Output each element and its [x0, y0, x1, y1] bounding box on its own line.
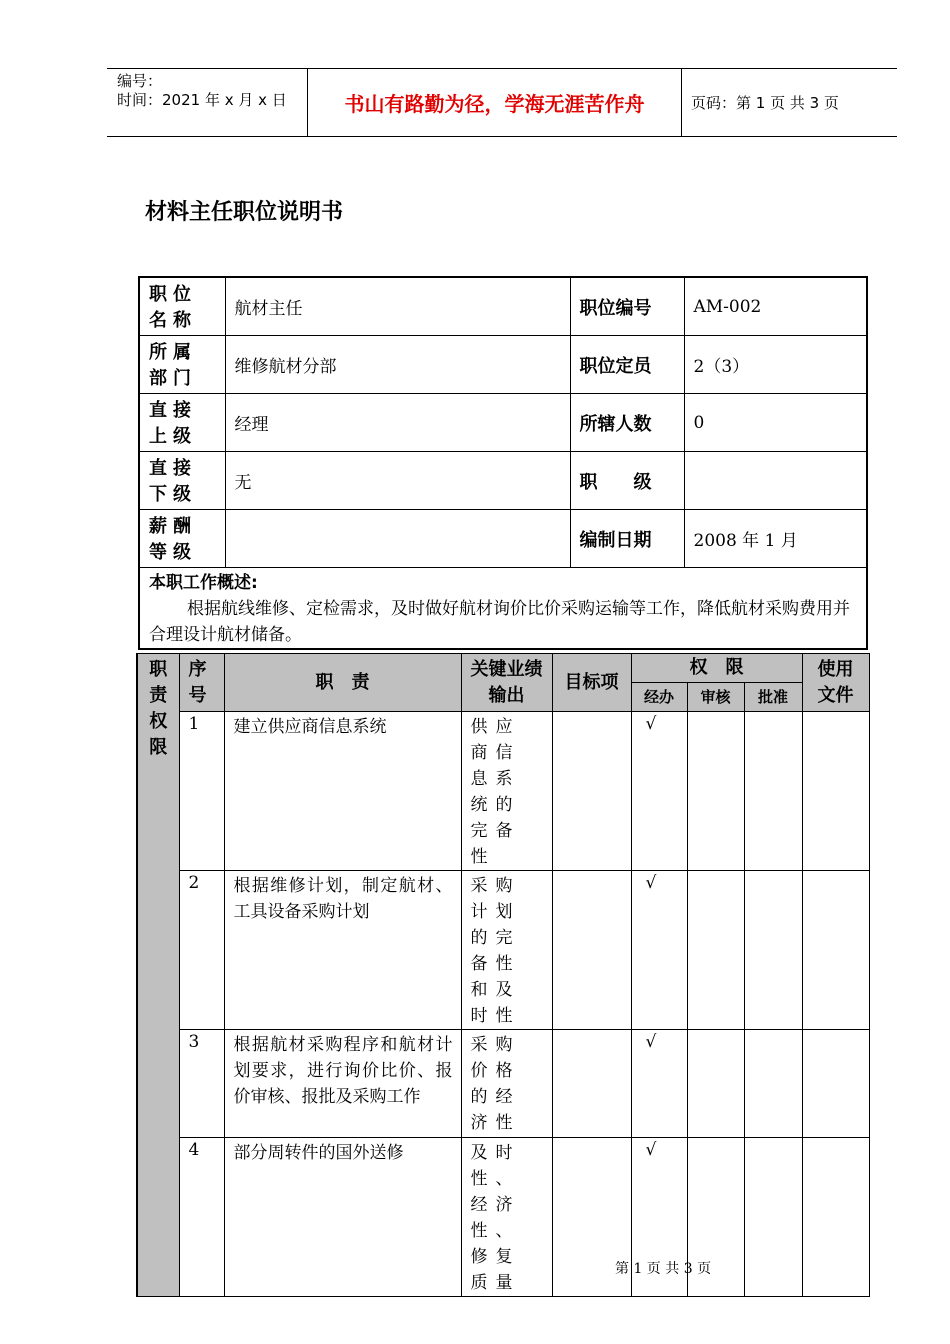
row-approve: [744, 871, 802, 1030]
col-header-review: 审核: [687, 683, 744, 712]
row-handle-check: √: [631, 871, 687, 1030]
row-kpi: 采购价格的经济性: [461, 1030, 552, 1138]
row-handle-check: √: [631, 1030, 687, 1138]
info-label: 薪酬等级: [139, 510, 225, 568]
row-docs: [802, 712, 869, 871]
row-review: [687, 712, 744, 871]
row-target: [552, 871, 631, 1030]
col-header-duty: 职 责: [224, 654, 461, 712]
row-duty: 建立供应商信息系统: [224, 712, 461, 871]
page-info: 页码：第 1 页 共 3 页: [691, 94, 839, 112]
table-row: [139, 336, 867, 394]
row-seq: 1: [179, 712, 224, 871]
info-value: 无: [225, 452, 570, 510]
row-docs: [802, 1138, 869, 1297]
summary-title: 本职工作概述:: [149, 573, 258, 593]
row-docs: [802, 1030, 869, 1138]
info-label: 编制日期: [570, 510, 684, 568]
info-label: 直接上级: [139, 394, 225, 452]
col-header-kpi-text: 关键业绩输出: [470, 658, 543, 706]
info-value: 航材主任: [225, 277, 570, 336]
col-header-target: 目标项: [552, 654, 631, 712]
info-value: AM-002: [684, 277, 867, 336]
row-review: [687, 1030, 744, 1138]
motto: 书山有路勤为径，学海无涯苦作舟: [308, 69, 682, 136]
col-header-handle: 经办: [631, 683, 687, 712]
info-label: 职 级: [570, 452, 684, 510]
row-duty: 根据航材采购程序和航材计划要求，进行询价比价、报价审核、报批及采购工作: [224, 1030, 461, 1138]
info-value: [225, 510, 570, 568]
info-value: 2008 年 1 月: [684, 510, 867, 568]
table-header-row: [137, 654, 869, 683]
col-header-kpi: [461, 654, 552, 712]
row-handle-check: √: [631, 1138, 687, 1297]
page-title: 材料主任职位说明书: [145, 200, 344, 225]
row-approve: [744, 712, 802, 871]
col-header-authority: 权 限: [631, 654, 802, 683]
table-row: [137, 712, 869, 871]
row-review: [687, 871, 744, 1030]
info-value: 0: [684, 394, 867, 452]
summary-text: 根据航线维修、定检需求，及时做好航材询价比价采购运输等工作，降低航材采购费用并合理设计航材储备。: [149, 599, 850, 645]
info-label: 直接下级: [139, 452, 225, 510]
row-handle-check: √: [631, 712, 687, 871]
row-duty: 根据维修计划，制定航材、工具设备采购计划: [224, 871, 461, 1030]
info-label: 职位编号: [570, 277, 684, 336]
info-value: 2（3）: [684, 336, 867, 394]
row-approve: [744, 1138, 802, 1297]
table-row: [137, 1138, 869, 1297]
info-label: 所辖人数: [570, 394, 684, 452]
info-value: 经理: [225, 394, 570, 452]
table-row: [137, 1030, 869, 1138]
time-label: 时间：2021 年 x 月 x 日: [117, 91, 287, 109]
info-value: 维修航材分部: [225, 336, 570, 394]
col-header-seq-text: 序号: [188, 659, 207, 706]
row-seq: 4: [179, 1138, 224, 1297]
row-target: [552, 712, 631, 871]
table-row: [139, 394, 867, 452]
info-label: 职位名称: [139, 277, 225, 336]
row-seq: 3: [179, 1030, 224, 1138]
header-meta: [107, 69, 308, 136]
table-row: [139, 452, 867, 510]
row-kpi: 采购计划的完备性和及时性: [461, 871, 552, 1030]
col-header-docs: [802, 654, 869, 712]
table-row: [139, 510, 867, 568]
col-header-docs-text: 使用文件: [817, 658, 854, 706]
summary-row: [139, 568, 867, 650]
row-approve: [744, 1030, 802, 1138]
position-info-table: [138, 276, 868, 650]
row-seq: 2: [179, 871, 224, 1030]
col-header-approve: 批准: [744, 683, 802, 712]
table-row: [137, 871, 869, 1030]
row-duty: 部分周转件的国外送修: [224, 1138, 461, 1297]
number-label: 编号：: [117, 72, 163, 90]
job-summary: [139, 568, 867, 650]
page-footer: 第 1 页 共 3 页: [615, 1261, 712, 1277]
row-target: [552, 1030, 631, 1138]
page-header: [107, 68, 897, 137]
row-docs: [802, 871, 869, 1030]
table-row: [139, 277, 867, 336]
info-label: 所属部门: [139, 336, 225, 394]
duties-table: [136, 653, 870, 1297]
row-kpi: 及时性、经济性、修复质量: [461, 1138, 552, 1297]
side-label-text: 职责权限: [149, 659, 168, 758]
row-kpi: 供应商信息系统的完备性: [461, 712, 552, 871]
side-label: [137, 654, 179, 1297]
info-label: 职位定员: [570, 336, 684, 394]
info-value: [684, 452, 867, 510]
col-header-seq: [179, 654, 224, 712]
